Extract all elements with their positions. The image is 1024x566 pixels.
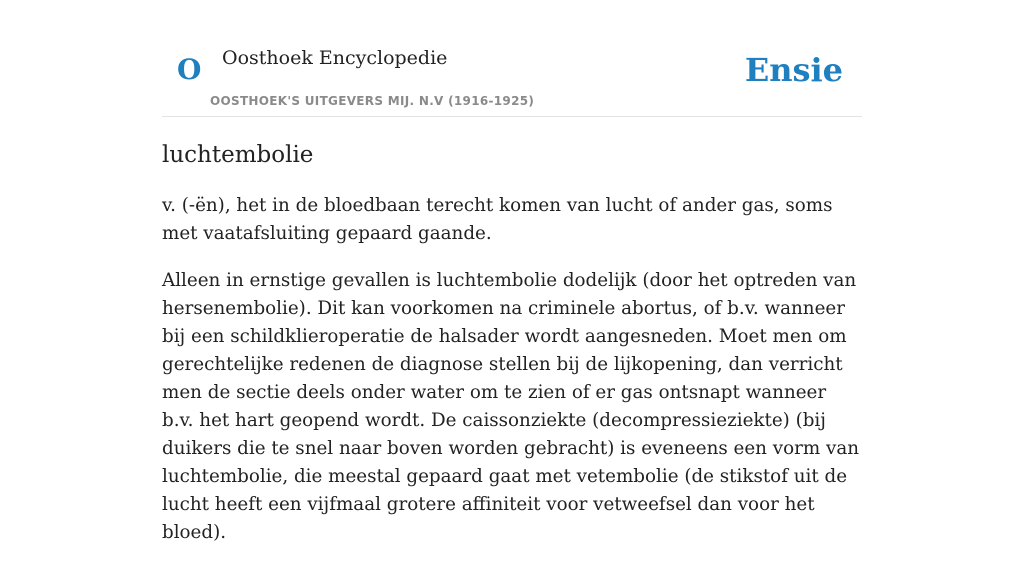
- entry-content: [162, 192, 862, 566]
- ensie-logo-link[interactable]: Ensie: [744, 51, 843, 89]
- source-title-link[interactable]: Oosthoek Encyclopedie: [222, 47, 448, 69]
- entry-paragraph: v. (-ën), het in de bloedbaan terecht komen van lucht of ander gas, soms met vaatafsluiting gepaard gaande.: [162, 195, 833, 244]
- entry-paragraph: Alleen in ernstige gevallen is luchtembolie dodelijk (door het optreden van hersenembolie). Dit kan voorkomen na criminele abortus, of b.v. wanneer bij een schildklieroperatie de halsader wordt aangesneden. Moet men om gerechtelijke redenen de diagnose stellen bij de lijkopening, dan verricht men de sectie deels onder water om te zien of er gas ontsnapt wanneer b.v. het hart geopend wordt. De caissonziekte (decompressieziekte) (bij duikers die te snel naar boven worden gebracht) is eveneens een vorm van luchtembolie, die meestal gepaard gaat met vetembolie (de stikstof uit de lucht heeft een vijfmaal grotere affiniteit voor vetweefsel dan voor het bloed).: [162, 270, 859, 543]
- entry-term-heading: luchtembolie: [162, 142, 314, 168]
- publisher-label: OOSTHOEK'S UITGEVERS MIJ. N.V (1916-1925): [210, 94, 535, 108]
- source-logo-icon[interactable]: O: [177, 53, 202, 86]
- source-header: [162, 0, 862, 117]
